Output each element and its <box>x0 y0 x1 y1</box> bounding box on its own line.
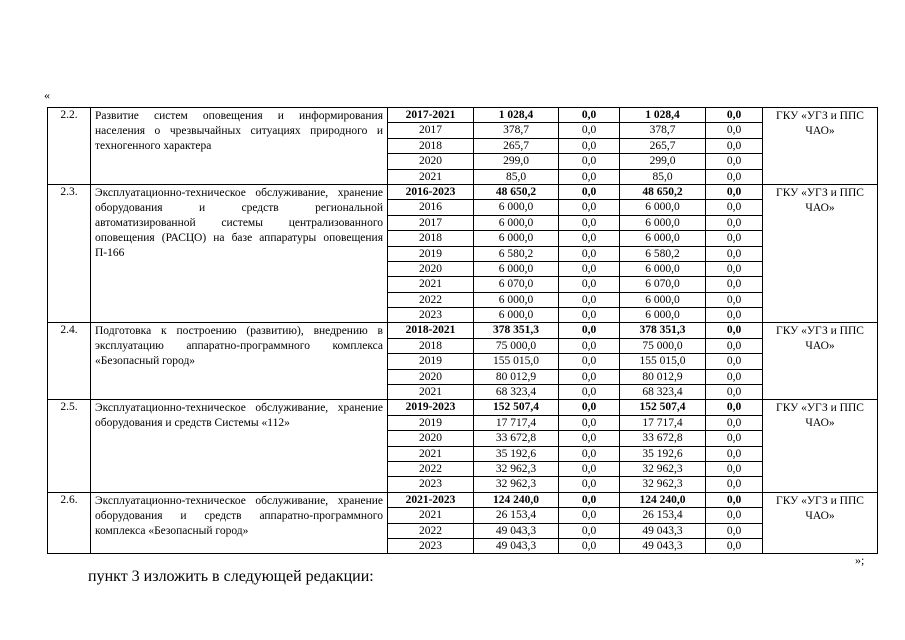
other-amount-cell: 0,0 <box>706 308 763 323</box>
other-amount-cell: 0,0 <box>706 338 763 353</box>
other-amount-cell: 0,0 <box>706 246 763 261</box>
federal-amount-cell: 0,0 <box>559 369 620 384</box>
federal-amount-cell: 0,0 <box>559 323 620 338</box>
executor-cell: ГКУ «УГЗ и ППС ЧАО» <box>763 400 878 492</box>
period-cell: 2021 <box>388 385 474 400</box>
other-amount-cell: 0,0 <box>706 277 763 292</box>
total-amount-cell: 6 000,0 <box>474 215 559 230</box>
executor-cell: ГКУ «УГЗ и ППС ЧАО» <box>763 492 878 554</box>
regional-amount-cell: 48 650,2 <box>620 184 706 199</box>
period-cell: 2022 <box>388 292 474 307</box>
regional-amount-cell: 6 000,0 <box>620 231 706 246</box>
total-amount-cell: 49 043,3 <box>474 523 559 538</box>
federal-amount-cell: 0,0 <box>559 508 620 523</box>
total-amount-cell: 32 962,3 <box>474 461 559 476</box>
total-amount-cell: 26 153,4 <box>474 508 559 523</box>
period-cell: 2022 <box>388 461 474 476</box>
activity-number: 2.2. <box>48 108 91 185</box>
federal-amount-cell: 0,0 <box>559 477 620 492</box>
regional-amount-cell: 6 000,0 <box>620 200 706 215</box>
total-amount-cell: 35 192,6 <box>474 446 559 461</box>
total-amount-cell: 17 717,4 <box>474 415 559 430</box>
activity-total-row <box>48 184 878 199</box>
other-amount-cell: 0,0 <box>706 215 763 230</box>
regional-amount-cell: 33 672,8 <box>620 431 706 446</box>
other-amount-cell: 0,0 <box>706 200 763 215</box>
total-amount-cell: 49 043,3 <box>474 538 559 553</box>
total-amount-cell: 6 070,0 <box>474 277 559 292</box>
period-cell: 2021 <box>388 169 474 184</box>
total-amount-cell: 6 000,0 <box>474 231 559 246</box>
other-amount-cell: 0,0 <box>706 538 763 553</box>
period-cell: 2016-2023 <box>388 184 474 199</box>
other-amount-cell: 0,0 <box>706 154 763 169</box>
total-amount-cell: 6 000,0 <box>474 200 559 215</box>
activity-total-row <box>48 323 878 338</box>
total-amount-cell: 85,0 <box>474 169 559 184</box>
opening-quote-mark: « <box>44 88 50 102</box>
period-cell: 2019-2023 <box>388 400 474 415</box>
footer-instruction-text: пункт 3 изложить в следующей редакции: <box>88 568 374 585</box>
total-amount-cell: 155 015,0 <box>474 354 559 369</box>
activity-name: Подготовка к построению (развитию), внедрению в эксплуатацию аппаратно-программного комплекса «Безопасный город» <box>91 323 388 400</box>
federal-amount-cell: 0,0 <box>559 492 620 507</box>
period-cell: 2021-2023 <box>388 492 474 507</box>
period-cell: 2016 <box>388 200 474 215</box>
regional-amount-cell: 32 962,3 <box>620 477 706 492</box>
other-amount-cell: 0,0 <box>706 354 763 369</box>
period-cell: 2023 <box>388 538 474 553</box>
total-amount-cell: 6 000,0 <box>474 292 559 307</box>
federal-amount-cell: 0,0 <box>559 154 620 169</box>
federal-amount-cell: 0,0 <box>559 184 620 199</box>
closing-quote-mark: »; <box>855 553 865 567</box>
total-amount-cell: 378,7 <box>474 123 559 138</box>
activity-total-row <box>48 400 878 415</box>
total-amount-cell: 32 962,3 <box>474 477 559 492</box>
activity-number: 2.4. <box>48 323 91 400</box>
other-amount-cell: 0,0 <box>706 508 763 523</box>
other-amount-cell: 0,0 <box>706 292 763 307</box>
activity-number: 2.5. <box>48 400 91 492</box>
period-cell: 2018-2021 <box>388 323 474 338</box>
other-amount-cell: 0,0 <box>706 400 763 415</box>
executor-cell: ГКУ «УГЗ и ППС ЧАО» <box>763 184 878 323</box>
federal-amount-cell: 0,0 <box>559 277 620 292</box>
regional-amount-cell: 32 962,3 <box>620 461 706 476</box>
executor-cell: ГКУ «УГЗ и ППС ЧАО» <box>763 323 878 400</box>
other-amount-cell: 0,0 <box>706 446 763 461</box>
regional-amount-cell: 152 507,4 <box>620 400 706 415</box>
regional-amount-cell: 6 000,0 <box>620 292 706 307</box>
federal-amount-cell: 0,0 <box>559 308 620 323</box>
federal-amount-cell: 0,0 <box>559 400 620 415</box>
executor-cell: ГКУ «УГЗ и ППС ЧАО» <box>763 108 878 185</box>
period-cell: 2020 <box>388 369 474 384</box>
period-cell: 2021 <box>388 277 474 292</box>
total-amount-cell: 6 000,0 <box>474 308 559 323</box>
total-amount-cell: 265,7 <box>474 138 559 153</box>
regional-amount-cell: 49 043,3 <box>620 523 706 538</box>
federal-amount-cell: 0,0 <box>559 461 620 476</box>
table-body <box>48 108 878 554</box>
regional-amount-cell: 17 717,4 <box>620 415 706 430</box>
federal-amount-cell: 0,0 <box>559 108 620 123</box>
total-amount-cell: 6 000,0 <box>474 261 559 276</box>
regional-amount-cell: 299,0 <box>620 154 706 169</box>
other-amount-cell: 0,0 <box>706 184 763 199</box>
federal-amount-cell: 0,0 <box>559 261 620 276</box>
activity-total-row <box>48 492 878 507</box>
federal-amount-cell: 0,0 <box>559 523 620 538</box>
other-amount-cell: 0,0 <box>706 492 763 507</box>
period-cell: 2017-2021 <box>388 108 474 123</box>
total-amount-cell: 80 012,9 <box>474 369 559 384</box>
regional-amount-cell: 6 580,2 <box>620 246 706 261</box>
activity-total-row <box>48 108 878 123</box>
federal-amount-cell: 0,0 <box>559 246 620 261</box>
federal-amount-cell: 0,0 <box>559 338 620 353</box>
total-amount-cell: 68 323,4 <box>474 385 559 400</box>
total-amount-cell: 6 580,2 <box>474 246 559 261</box>
federal-amount-cell: 0,0 <box>559 200 620 215</box>
period-cell: 2018 <box>388 231 474 246</box>
period-cell: 2019 <box>388 246 474 261</box>
regional-amount-cell: 155 015,0 <box>620 354 706 369</box>
federal-amount-cell: 0,0 <box>559 215 620 230</box>
program-activities-table <box>47 107 878 554</box>
regional-amount-cell: 85,0 <box>620 169 706 184</box>
total-amount-cell: 124 240,0 <box>474 492 559 507</box>
other-amount-cell: 0,0 <box>706 431 763 446</box>
federal-amount-cell: 0,0 <box>559 138 620 153</box>
other-amount-cell: 0,0 <box>706 523 763 538</box>
federal-amount-cell: 0,0 <box>559 415 620 430</box>
federal-amount-cell: 0,0 <box>559 169 620 184</box>
activity-number: 2.6. <box>48 492 91 554</box>
period-cell: 2018 <box>388 338 474 353</box>
period-cell: 2019 <box>388 354 474 369</box>
other-amount-cell: 0,0 <box>706 138 763 153</box>
other-amount-cell: 0,0 <box>706 415 763 430</box>
other-amount-cell: 0,0 <box>706 231 763 246</box>
total-amount-cell: 33 672,8 <box>474 431 559 446</box>
regional-amount-cell: 68 323,4 <box>620 385 706 400</box>
other-amount-cell: 0,0 <box>706 385 763 400</box>
regional-amount-cell: 378,7 <box>620 123 706 138</box>
regional-amount-cell: 6 000,0 <box>620 261 706 276</box>
other-amount-cell: 0,0 <box>706 477 763 492</box>
other-amount-cell: 0,0 <box>706 369 763 384</box>
federal-amount-cell: 0,0 <box>559 431 620 446</box>
period-cell: 2021 <box>388 508 474 523</box>
total-amount-cell: 75 000,0 <box>474 338 559 353</box>
other-amount-cell: 0,0 <box>706 261 763 276</box>
period-cell: 2020 <box>388 261 474 276</box>
period-cell: 2020 <box>388 431 474 446</box>
total-amount-cell: 152 507,4 <box>474 400 559 415</box>
regional-amount-cell: 6 070,0 <box>620 277 706 292</box>
regional-amount-cell: 35 192,6 <box>620 446 706 461</box>
federal-amount-cell: 0,0 <box>559 446 620 461</box>
activity-name: Эксплуатационно-техническое обслуживание, хранение оборудования и средств Системы «112» <box>91 400 388 492</box>
federal-amount-cell: 0,0 <box>559 354 620 369</box>
regional-amount-cell: 6 000,0 <box>620 308 706 323</box>
period-cell: 2018 <box>388 138 474 153</box>
period-cell: 2017 <box>388 123 474 138</box>
period-cell: 2017 <box>388 215 474 230</box>
total-amount-cell: 48 650,2 <box>474 184 559 199</box>
total-amount-cell: 378 351,3 <box>474 323 559 338</box>
federal-amount-cell: 0,0 <box>559 123 620 138</box>
other-amount-cell: 0,0 <box>706 108 763 123</box>
federal-amount-cell: 0,0 <box>559 292 620 307</box>
total-amount-cell: 299,0 <box>474 154 559 169</box>
other-amount-cell: 0,0 <box>706 123 763 138</box>
other-amount-cell: 0,0 <box>706 323 763 338</box>
other-amount-cell: 0,0 <box>706 461 763 476</box>
federal-amount-cell: 0,0 <box>559 231 620 246</box>
period-cell: 2021 <box>388 446 474 461</box>
activity-number: 2.3. <box>48 184 91 323</box>
other-amount-cell: 0,0 <box>706 169 763 184</box>
period-cell: 2022 <box>388 523 474 538</box>
period-cell: 2023 <box>388 308 474 323</box>
activity-name: Эксплуатационно-техническое обслуживание, хранение оборудования и средств аппаратно-программного комплекса «Безопасный город» <box>91 492 388 554</box>
regional-amount-cell: 75 000,0 <box>620 338 706 353</box>
total-amount-cell: 1 028,4 <box>474 108 559 123</box>
period-cell: 2020 <box>388 154 474 169</box>
regional-amount-cell: 6 000,0 <box>620 215 706 230</box>
activity-name: Развитие систем оповещения и информирования населения о чрезвычайных ситуациях природного и техногенного характера <box>91 108 388 185</box>
regional-amount-cell: 124 240,0 <box>620 492 706 507</box>
federal-amount-cell: 0,0 <box>559 538 620 553</box>
regional-amount-cell: 80 012,9 <box>620 369 706 384</box>
regional-amount-cell: 378 351,3 <box>620 323 706 338</box>
regional-amount-cell: 265,7 <box>620 138 706 153</box>
regional-amount-cell: 49 043,3 <box>620 538 706 553</box>
activity-name: Эксплуатационно-техническое обслуживание, хранение оборудования и средств региональной автоматизированной системы централизованного оповещения (РАСЦО) на базе аппаратуры оповещения П-166 <box>91 184 388 323</box>
regional-amount-cell: 1 028,4 <box>620 108 706 123</box>
federal-amount-cell: 0,0 <box>559 385 620 400</box>
period-cell: 2019 <box>388 415 474 430</box>
period-cell: 2023 <box>388 477 474 492</box>
regional-amount-cell: 26 153,4 <box>620 508 706 523</box>
